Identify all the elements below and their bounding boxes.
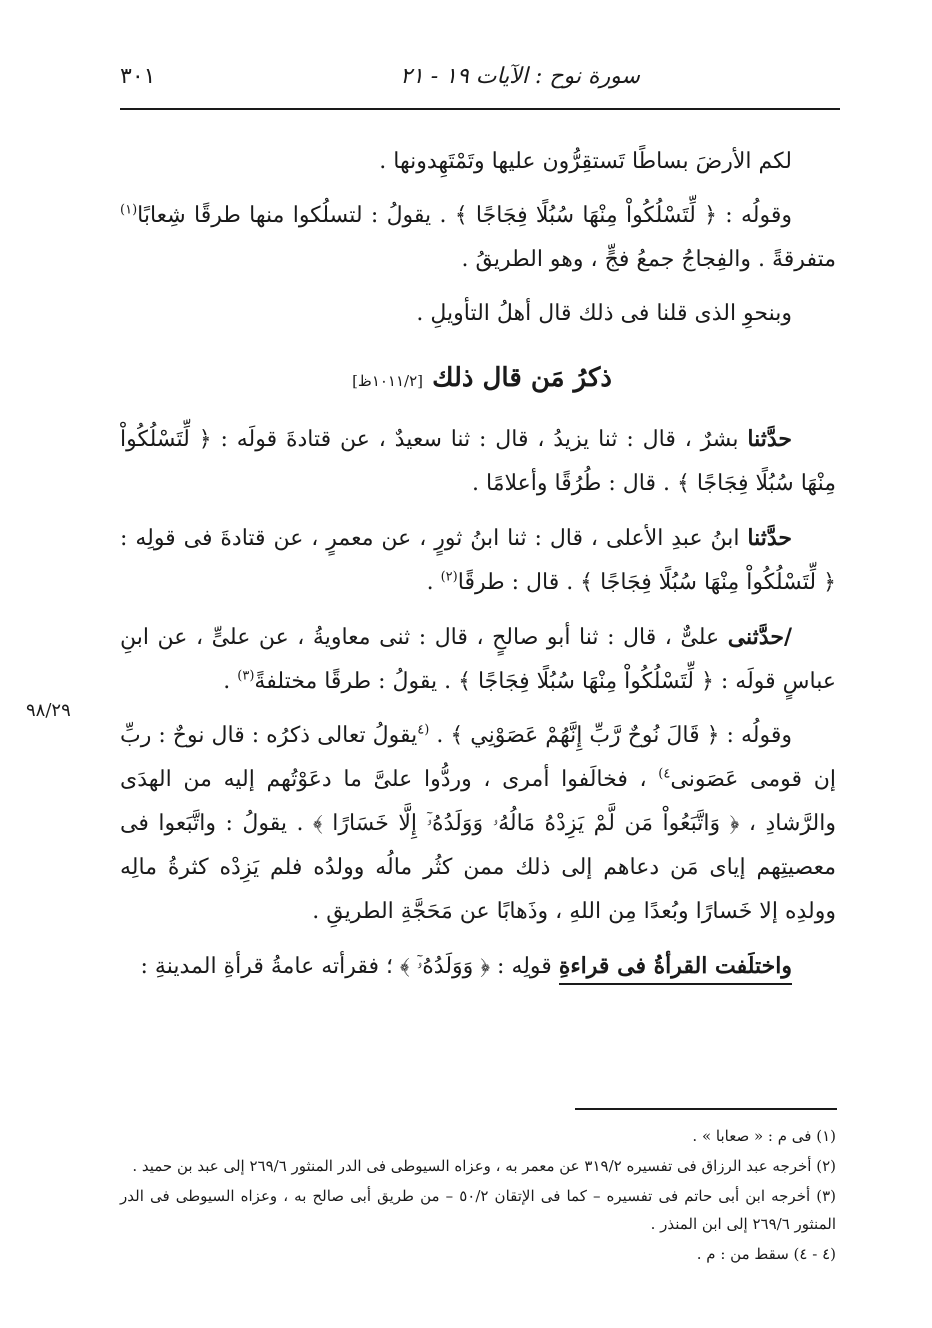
main-text (120, 140, 836, 999)
footnote-ref-2: (٢) (440, 569, 458, 585)
footnote-4: (٤ - ٤) سقط من : م . (696, 1245, 836, 1263)
paragraph-1 (120, 140, 836, 184)
hadith-2-end: . (426, 570, 441, 595)
hadith-3-lead: حدَّثنى (727, 624, 784, 650)
hadith-3 (120, 615, 836, 704)
header-rule (120, 108, 840, 110)
footnote-ref-4-start: (٤ (417, 722, 430, 738)
section-heading-text: ذكرُ مَن قال ذلك (432, 363, 612, 393)
commentary-1-c: ، فخالَفوا أمرى ، وردُّوا علىَّ ما دعَوْتُهم إليه من الهدَى والرَّشادِ ، ﴿ وَاتَّبَعُواْ مَن لَّمْ يَزِدْهُ مَالُهُۥ وَوَلَدُهُۥٓ إِلَّا خَسَارًا ﴾ . يقولُ : واتَّبَعوا فى معصيتِهم إياى مَن دعاهم إلى ذلك ممن كثُر مالُه وولدُه فلم يَزِدْه كثرةُ مالِه وولدِه إلا خَسارًا وبُعدًا مِن اللهِ ، وذَهابًا عن مَحَجَّةِ الطريقِ . (120, 767, 836, 924)
footnote-1: (١) فى م : « صعابا » . (692, 1127, 836, 1145)
hadith-2 (120, 516, 836, 605)
paragraph-3-text: وبنحوِ الذى قلنا فى ذلك قال أهلُ التأويلِ . (416, 301, 792, 326)
page-break-mark: / (783, 624, 792, 650)
footnote-ref-3: (٣) (237, 668, 255, 684)
paragraph-3 (120, 292, 836, 336)
hadith-2-lead: حدَّثنا (747, 525, 792, 551)
hadith-1 (120, 417, 836, 506)
footnote-2: (٢) أخرجه عبد الرزاق فى تفسيره ٣١٩/٢ عن معمر به ، وعزاه السيوطى فى الدر المنثور ٢٦٩/٦ إلى عبد بن حميد . (132, 1157, 836, 1175)
page-number: ٣٠١ (120, 64, 156, 89)
paragraph-2-lead: وقولُه : ﴿ لِّتَسْلُكُواْ مِنْهَا سُبُلًا فِجَاجًا ﴾ . يقولُ : لتسلُكوا منها طرقًا شِعابًا (137, 203, 792, 228)
section-heading (120, 356, 836, 403)
manuscript-reference: [١٠١١/٢ظ] (352, 372, 424, 390)
footnotes (120, 1122, 836, 1270)
footnote-3: (٣) أخرجه ابن أبى حاتم فى تفسيره – كما فى الإتقان ٥٠/٢ – من طريق أبى صالح به ، وعزاه السيوطى فى الدر المنثور ٢٦٩/٦ إلى ابن المنذر . (120, 1187, 837, 1233)
commentary-1-a: وقولُه : ﴿ قَالَ نُوحٌ رَّبِّ إِنَّهُمْ عَصَوْنِي ﴾ . (429, 723, 792, 748)
commentary-1 (120, 714, 836, 934)
paragraph-2 (120, 194, 836, 282)
hadith-1-text: بشرٌ ، قال : ثنا يزيدُ ، قال : ثنا سعيدٌ ، عن قتادةَ قولَه : ﴿ لِّتَسْلُكُواْ مِنْهَا سُبُلًا فِجَاجًا ﴾ . قال : طُرُقًا وأعلامًا . (120, 427, 836, 496)
hadith-1-lead: حدَّثنا (747, 426, 792, 452)
running-title: سورة نوح : الآيات ١٩ - ٢١ (400, 64, 640, 89)
commentary-2 (120, 944, 836, 989)
commentary-2-underlined: واختلَفت القرأةُ فى قراءةِ (559, 953, 792, 985)
commentary-1-b: يقولُ تعالى ذكرُه : قال نوحٌ : ربِّ إن قومى عَصَونى (120, 723, 837, 792)
paragraph-2-rest: متفرقةً . والفِجاجُ جمعُ فجٍّ ، وهو الطريقُ . (461, 247, 836, 272)
footnote-ref-1: (١) (120, 202, 138, 218)
footnote-rule (575, 1108, 837, 1110)
footnote-ref-4-end: ٤) (658, 766, 671, 782)
margin-reference: ٩٨/٢٩ (26, 700, 71, 721)
hadith-2-text: ابنُ عبدِ الأعلى ، قال : ثنا ابنُ ثورٍ ، عن معمرٍ ، عن قتادةَ فى قولِه : ﴿ لِّتَسْلُكُواْ مِنْهَا سُبُلًا فِجَاجًا ﴾ . قال : طرقًا (120, 526, 836, 595)
paragraph-1-text: لكم الأرضَ بساطًا تَستقِرُّون عليها وتَمْتَهِدونها . (379, 149, 792, 174)
hadith-3-text: علىٌّ ، قال : ثنا أبو صالحٍ ، قال : ثنى معاويةُ ، عن علىٍّ ، عن ابنِ عباسٍ قولَه : ﴿ لِّتَسْلُكُواْ مِنْهَا سُبُلًا فِجَاجًا ﴾ . يقولُ : طرقًا مختلفةً (120, 625, 836, 694)
page-header (120, 58, 840, 102)
hadith-3-end: . (223, 669, 238, 694)
commentary-2-rest: قولِه : ﴿ وَوَلَدُهُۥٓ ﴾ ؛ فقرأته عامةُ قرأةِ المدينةِ : (140, 954, 559, 979)
